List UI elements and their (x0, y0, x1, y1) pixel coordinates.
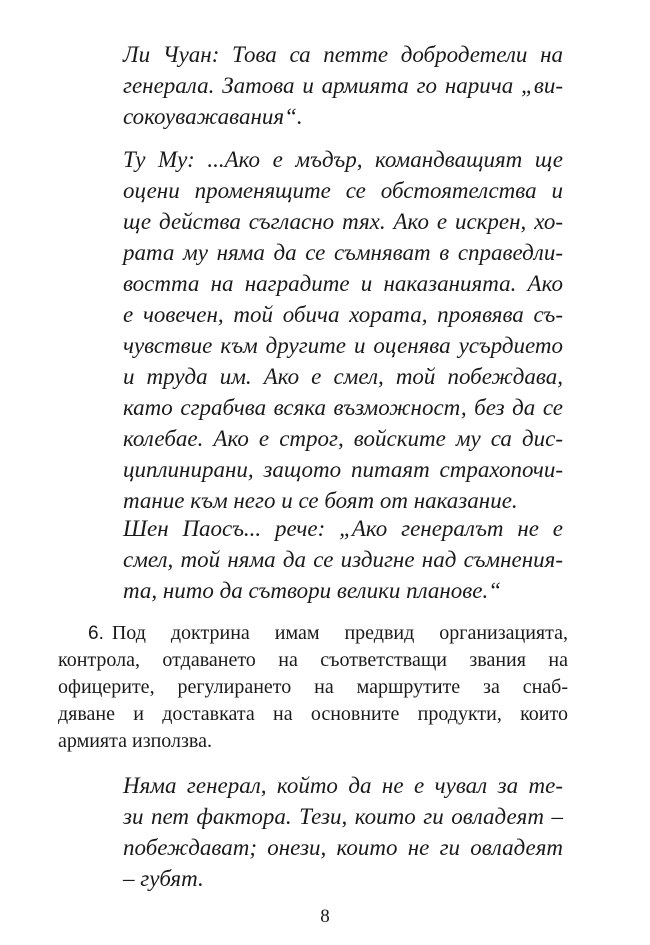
text-line (58, 620, 568, 647)
text-line: востта на наградите и наказанията. Ако (123, 271, 563, 296)
text-line: рата му няма да се съмняват в справедли- (123, 240, 563, 265)
text-line: дяване и доставката на основните продукти, които (58, 703, 568, 725)
text-line: сокоуважавания“. (123, 104, 303, 129)
commentary-tu-mu (123, 144, 563, 516)
text-line: зи пет фактора. Тези, които ги овладеят – (123, 804, 563, 829)
text-line: побеждават; онези, които не ги овладеят (123, 835, 563, 860)
paragraph-number: 6. (88, 623, 104, 644)
text-line: оцени променящите се обстоятелства и (123, 178, 563, 203)
commentary-li-chuan (123, 39, 563, 132)
text-line: Ту Му: ...Ако е мъдър, командващият ще (123, 147, 563, 172)
commentary-shen-pao (123, 513, 563, 606)
numbered-paragraph-6 (58, 620, 568, 755)
text-line: смел, той няма да се издигне над съмнения- (123, 547, 563, 572)
text-line: чувствие към другите и оценява усърдието (123, 333, 563, 358)
text-line: Ли Чуан: Това са петте добродетели на (123, 42, 563, 67)
text-line: тание към него и се боят от наказание. (123, 488, 518, 513)
text-line: и труда им. Ако е смел, той побеждава, (123, 364, 563, 389)
text-line: та, нито да сътвори велики планове.“ (123, 578, 502, 603)
text-line: ще действа съгласно тях. Ако е искрен, хо- (123, 209, 563, 234)
text-line: Шен Паосъ... рече: „Ако генералът не е (123, 516, 563, 541)
text-line: колебае. Ако е строг, войските му са дис- (123, 426, 563, 451)
text-line: като сграбчва всяка възможност, без да се (123, 395, 563, 420)
text-line-content: Под доктрина имам предвид организацията, (111, 622, 568, 644)
text-line: армията използва. (58, 730, 212, 752)
text-line: – губят. (123, 866, 204, 891)
text-line: офицерите, регулирането на маршрутите за снаб- (58, 676, 568, 698)
text-line: Няма генерал, който да не е чувал за те- (123, 773, 563, 798)
text-line: е човечен, той обича хората, проявява съ- (123, 302, 563, 327)
text-line: генерала. Затова и армията го нарича „ви- (123, 73, 563, 98)
text-line: циплинирани, защото питаят страхопочи- (123, 457, 563, 482)
commentary-no-general (123, 770, 563, 894)
text-line: контрола, отдаването на съответстващи звания на (58, 649, 568, 671)
page-number: 8 (320, 906, 330, 927)
